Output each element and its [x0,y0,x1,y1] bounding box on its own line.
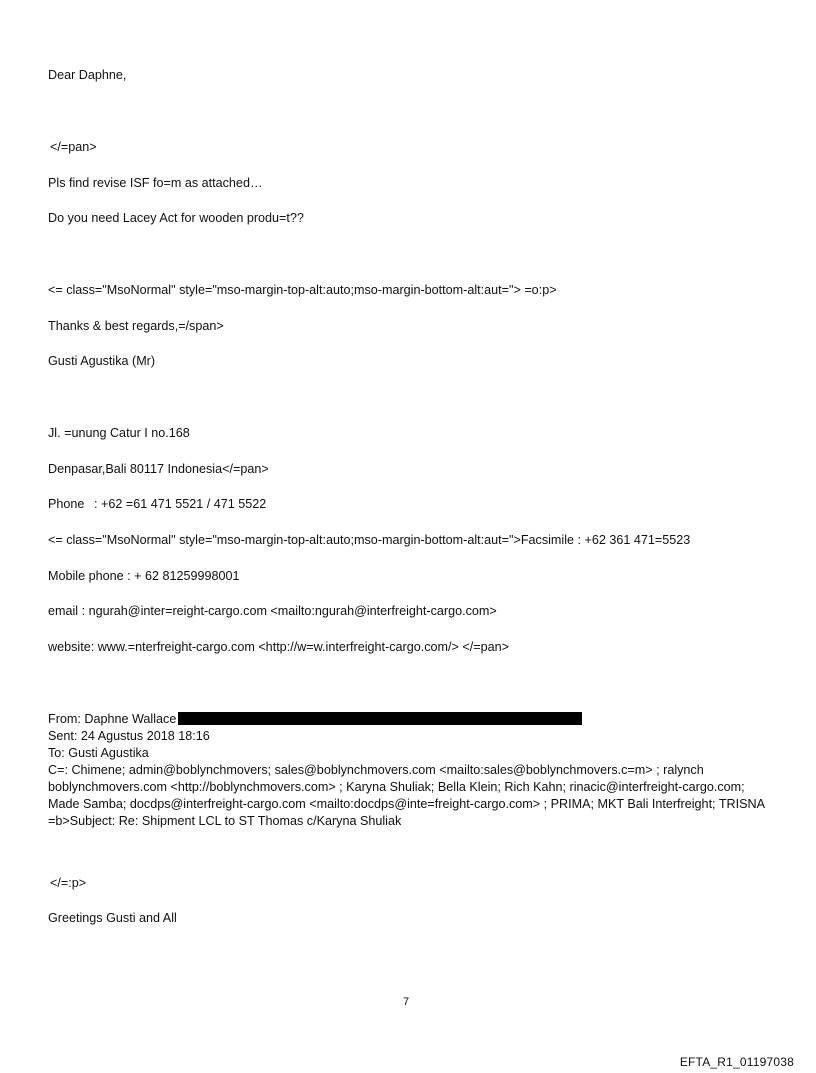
p-fragment: </=:p> [50,876,87,890]
thanks-line: Thanks & best regards,=/span> [48,319,224,333]
quoted-email-header [48,711,778,830]
subject-line: =b>Subject: Re: Shipment LCL to ST Thomas c/Karyna Shuliak [48,814,402,828]
sent-line: Sent: 24 Agustus 2018 18:16 [48,729,210,743]
from-line [48,711,778,728]
document-id: EFTA_R1_01197038 [679,1055,794,1069]
facsimile-line: <= class="MsoNormal" style="mso-margin-top-alt:auto;mso-margin-bottom-alt:aut=">Facsimile : +62 361 471=5523 [48,533,691,547]
address-line-1: Jl. =unung Catur I no.168 [48,426,190,440]
cc-line: C=: Chimene; admin@boblynchmovers; sales@boblynchmovers.com <mailto:sales@boblynchmovers.c=m> ; ralynch boblynchmovers.com <http://boblynchmovers.com> ; Karyna Shuliak; Bella Klein; Rich Kahn; rinacic@interfreight-cargo.com; Made Samba; docdps@interfreight-cargo.com <mailto:docdps@inte=freight-cargo.com> ; PRIMA; MKT Bali Interfreight; TRISNA [48,763,766,811]
page-number: 7 [403,996,410,1008]
greetings-line: Greetings Gusti and All [48,911,177,925]
to-line: To: Gusti Agustika [48,746,149,760]
website-line: website: www.=nterfreight-cargo.com <http://w=w.interfreight-cargo.com/> </=pan> [48,640,509,654]
greeting: Dear Daphne, [48,68,127,82]
mso-fragment-line: <= class="MsoNormal" style="mso-margin-top-alt:auto;mso-margin-bottom-alt:aut="> =o:p> [48,283,557,297]
phone-label: Phone [48,497,85,511]
mobile-line: Mobile phone : + 62 81259998001 [48,569,240,583]
phone-line [48,496,266,512]
phone-value: : +62 =61 471 5521 / 471 5522 [94,497,267,511]
span-fragment: </=pan> [50,140,97,154]
email-line: email : ngurah@inter=reight-cargo.com <mailto:ngurah@interfreight-cargo.com> [48,604,497,618]
isf-line: Pls find revise ISF fo=m as attached… [48,176,263,190]
lacey-act-line: Do you need Lacey Act for wooden produ=t?? [48,211,304,225]
from-text: From: Daphne Wallace [48,712,177,726]
address-line-2: Denpasar,Bali 80117 Indonesia</=pan> [48,462,269,476]
sender-name: Gusti Agustika (Mr) [48,354,156,368]
redaction-bar [178,712,582,725]
